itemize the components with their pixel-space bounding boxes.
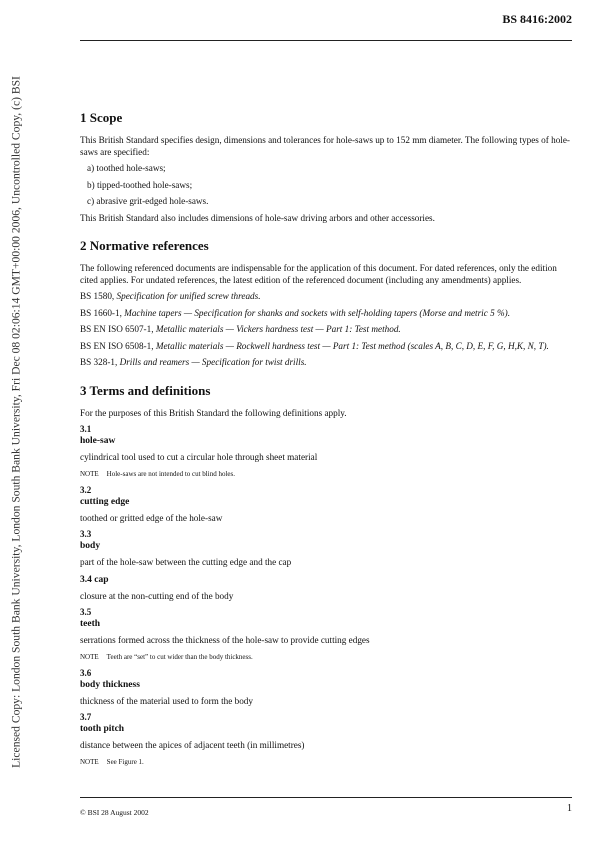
- term-note: [80, 469, 576, 479]
- scope-heading: 1 Scope: [80, 110, 123, 125]
- note-label: NOTE: [80, 652, 99, 661]
- note-text: See Figure 1.: [106, 757, 144, 766]
- reference-title: Specification for unified screw threads.: [116, 291, 261, 301]
- term-definition: part of the hole-saw between the cutting edge and the cap: [80, 557, 292, 567]
- term-name: body thickness: [80, 679, 140, 690]
- terms-intro: For the purposes of this British Standard the following definitions apply.: [80, 407, 347, 418]
- term-entry: [80, 607, 576, 662]
- reference-item: [80, 291, 576, 303]
- note-text: Teeth are “set” to cut wider than the body thickness.: [106, 652, 253, 661]
- list-item: a) toothed hole-saws;: [87, 163, 166, 173]
- term-entry: [80, 668, 576, 708]
- term-entry: [80, 424, 576, 479]
- term-name: cutting edge: [80, 496, 130, 507]
- note-text: Hole-saws are not intended to cut blind holes.: [106, 469, 235, 478]
- footer-divider: [80, 797, 572, 798]
- term-number: 3.2: [80, 484, 92, 495]
- term-number: 3.1: [80, 424, 92, 434]
- list-item: b) tipped-toothed hole-saws;: [87, 179, 193, 190]
- term-definition: thickness of the material used to form the body: [80, 695, 253, 706]
- reference-item: [80, 357, 576, 369]
- section-scope: [80, 110, 576, 224]
- document-code: BS 8416:2002: [502, 12, 572, 26]
- term-name: teeth: [80, 619, 101, 629]
- term-name: hole-saw: [80, 436, 116, 446]
- term-number: 3.5: [80, 607, 92, 617]
- license-stamp-text: Licensed Copy: London South Bank University, London South Bank University, Fri Dec 08 02:06:14 GMT+00:00 2006, Uncontrolled Copy, (c) BSI: [9, 76, 23, 768]
- term-definition: toothed or gritted edge of the hole-saw: [80, 512, 223, 523]
- term-entry: [80, 574, 576, 603]
- reference-code: BS EN ISO 6507-1,: [80, 324, 156, 334]
- scope-paragraph: This British Standard specifies design, dimensions and tolerances for hole-saws up to 152 mm diameter. The following types of hole-saws are specified:: [80, 135, 570, 157]
- term-number: 3.7: [80, 712, 92, 722]
- term-entry: [80, 485, 576, 525]
- note-label: NOTE: [80, 757, 99, 766]
- reference-code: BS 328-1,: [80, 357, 120, 367]
- header-divider: [80, 40, 572, 41]
- reference-title: Drills and reamers — Specification for twist drills.: [119, 357, 307, 367]
- license-watermark: [2, 0, 30, 845]
- term-number: 3.4: [80, 574, 92, 585]
- reference-code: BS 1580,: [80, 291, 117, 301]
- term-note: [80, 757, 576, 767]
- reference-code: BS EN ISO 6508-1,: [80, 340, 156, 351]
- normative-intro: The following referenced documents are indispensable for the application of this document. For dated references, only the edition cited applies. For undated references, the latest edition of the referenced document (including any amendments) applies.: [80, 263, 557, 285]
- term-name: tooth pitch: [80, 724, 125, 734]
- footer-copyright: © BSI 28 August 2002: [80, 808, 149, 817]
- term-definition: cylindrical tool used to cut a circular hole through sheet material: [80, 452, 318, 462]
- reference-title: Machine tapers — Specification for shanks and sockets with self-holding tapers (Morse and metric 5 %).: [124, 307, 510, 318]
- reference-code: BS 1660-1,: [80, 307, 125, 318]
- term-number: 3.3: [80, 529, 92, 539]
- reference-item: [80, 308, 576, 320]
- list-item: c) abrasive grit-edged hole-saws.: [87, 196, 209, 206]
- term-note: [80, 652, 576, 662]
- term-number: 3.6: [80, 667, 92, 678]
- term-definition: closure at the non-cutting end of the body: [80, 590, 234, 601]
- normative-heading: 2 Normative references: [80, 238, 209, 253]
- term-name: cap: [94, 574, 109, 585]
- term-heading-inline: [80, 574, 576, 586]
- page-content: [80, 110, 576, 776]
- term-entry: [80, 529, 576, 569]
- reference-title: Metallic materials — Vickers hardness test — Part 1: Test method.: [155, 324, 401, 334]
- term-definition: distance between the apices of adjacent teeth (in millimetres): [80, 740, 305, 750]
- reference-title: Metallic materials — Rockwell hardness test — Part 1: Test method (scales A, B, C, D, E, F, G, H,K, N, T).: [155, 340, 549, 351]
- section-terms: [80, 383, 576, 767]
- term-definition: serrations formed across the thickness of the hole-saw to provide cutting edges: [80, 635, 370, 645]
- note-label: NOTE: [80, 469, 99, 478]
- section-normative-references: [80, 238, 576, 369]
- reference-item: [80, 341, 576, 353]
- reference-item: [80, 324, 576, 336]
- page-number: 1: [567, 803, 572, 814]
- terms-heading: 3 Terms and definitions: [80, 382, 211, 398]
- term-name: body: [80, 541, 101, 551]
- term-entry: [80, 712, 576, 767]
- scope-paragraph: This British Standard also includes dimensions of hole-saw driving arbors and other accessories.: [80, 212, 435, 223]
